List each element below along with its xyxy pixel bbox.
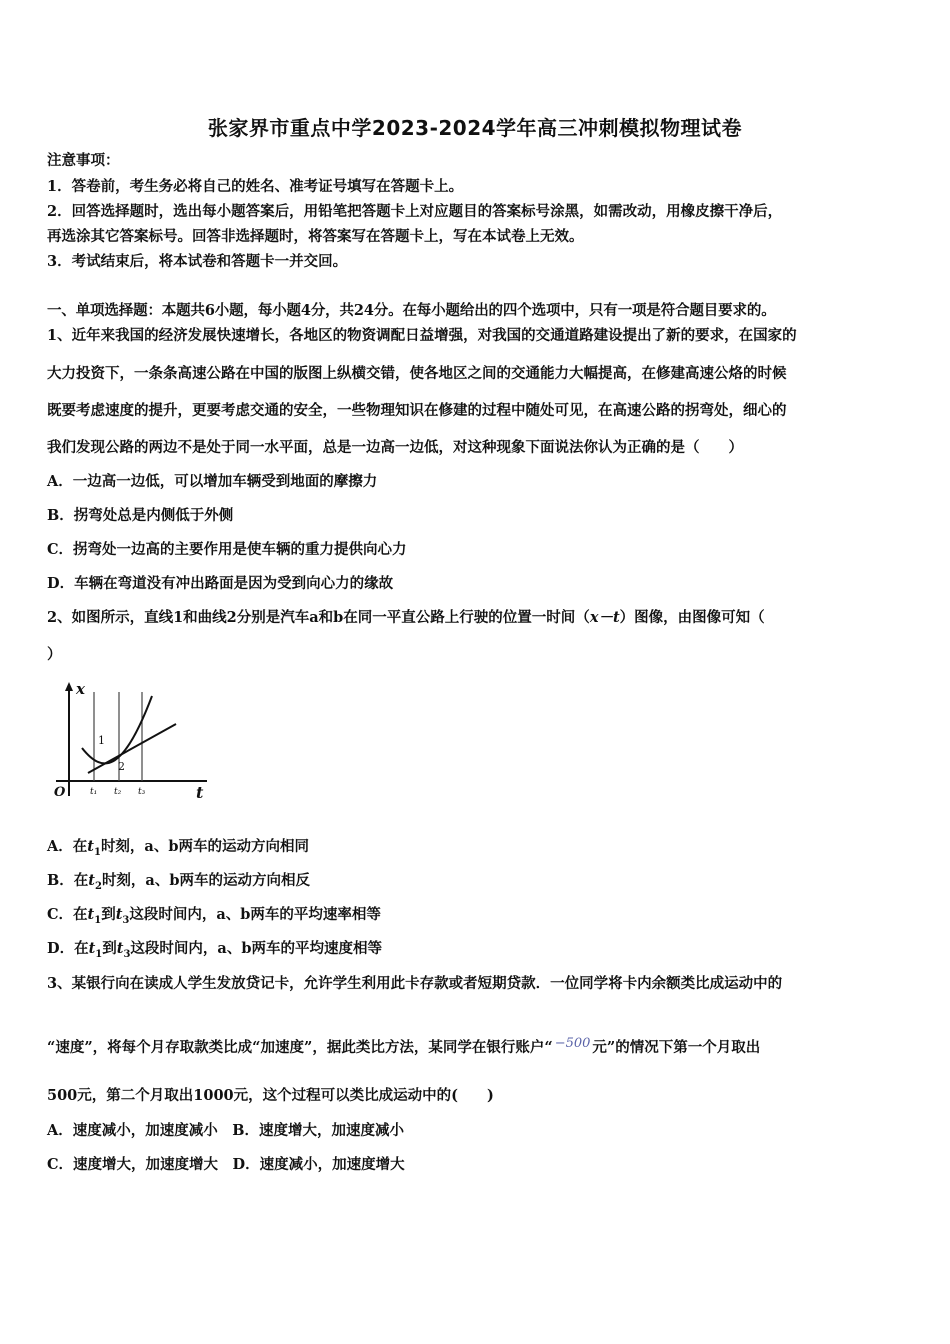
option-variable: t — [88, 872, 95, 889]
q3-stem-line — [47, 1036, 761, 1058]
tick-label-t2: t₂ — [114, 787, 122, 797]
q2-stem-text: 2、如图所示，直线1和曲线2分别是汽车a和b在同一平直公路上行驶的位置一时间（ — [47, 609, 590, 626]
notice-heading: 注意事项： — [47, 152, 120, 169]
x-axis-label: t — [196, 783, 204, 800]
q3-options-ab: A．速度减小，加速度减小 B．速度增大，加速度减小 — [47, 1122, 405, 1139]
option-subscript: 1 — [93, 846, 101, 858]
tick-label-t3: t₃ — [138, 787, 146, 797]
option-subscript: 1 — [95, 948, 103, 960]
q1-option-b: B．拐弯处总是内侧低于外侧 — [47, 507, 234, 524]
option-variable: t — [87, 838, 94, 855]
q1-stem-line: 大力投资下，一条条高速公路在中国的版图上纵横交错，使各地区之间的交通能力大幅提高，在修建高速公烙的时候 — [47, 365, 787, 382]
position-time-graph — [52, 678, 212, 800]
curve-2-label: 2 — [118, 760, 125, 773]
option-subscript: 3 — [122, 914, 130, 926]
q3-stem-text: 元”的情况下第一个月取出 — [592, 1039, 761, 1056]
q1-stem-line: 我们发现公路的两边不是处于同一水平面，总是一边高一边低，对这种现象下面说法你认为正确的是（ ） — [47, 439, 743, 456]
y-axis-arrow — [65, 682, 73, 691]
option-variable: t — [115, 906, 123, 923]
option-variable: t — [116, 940, 124, 957]
line-1 — [88, 724, 176, 773]
origin-label: O — [54, 785, 66, 800]
option-text: 到 — [101, 906, 116, 923]
q3-stem-text: “速度”，将每个月存取款类比成“加速度”，据此类比方法，某同学在银行账户“ — [47, 1039, 553, 1056]
q3-stem-line: 3、某银行向在读成人学生发放贷记卡，允许学生利用此卡存款或者短期贷款．一位同学将卡内余额类比成运动中的 — [47, 975, 783, 992]
option-text: 到 — [102, 940, 117, 957]
q2-stem-line — [47, 609, 765, 627]
notice-item: 3．考试结束后，将本试卷和答题卡一并交回。 — [47, 253, 348, 270]
q2-option-a — [47, 838, 309, 862]
option-text: D．在 — [47, 940, 89, 957]
notice-item: 1．答卷前，考生务必将自己的姓名、准考证号填写在答题卡上。 — [47, 178, 464, 195]
option-subscript: 2 — [94, 880, 102, 892]
q1-option-c: C．拐弯处一边高的主要作用是使车辆的重力提供向心力 — [47, 541, 407, 558]
option-text: 时刻，a、b两车的运动方向相同 — [100, 838, 309, 855]
option-variable: t — [88, 940, 96, 957]
option-text: A．在 — [47, 838, 88, 855]
option-text: 这段时间内，a、b两车的平均速度相等 — [130, 940, 382, 957]
q2-option-c — [47, 906, 381, 930]
notice-item: 2．回答选择题时，选出每小题答案后，用铅笔把答题卡上对应题目的答案标号涂黑，如需改动，用橡皮擦干净后， — [47, 203, 783, 220]
y-axis-label: x — [76, 680, 85, 698]
q3-amount-ink: −500 — [554, 1036, 591, 1051]
tick-label-t1: t₁ — [90, 787, 98, 797]
q1-option-a: A．一边高一边低，可以增加车辆受到地面的摩擦力 — [47, 473, 378, 490]
q1-stem-line: 既要考虑速度的提升，更要考虑交通的安全，一些物理知识在修建的过程中随处可见，在高速公路的拐弯处，细心的 — [47, 402, 787, 419]
q3-options-cd: C．速度增大，加速度增大 D．速度减小，加速度增大 — [47, 1156, 405, 1173]
q2-stem-text: ）图像，由图像可知（ — [619, 609, 765, 626]
exam-title: 张家界市重点中学2023-2024学年高三冲刺模拟物理试卷 — [207, 116, 743, 140]
section-heading: 一、单项选择题：本题共6小题，每小题4分，共24分。在每小题给出的四个选项中，只有一项是符合题目要求的。 — [47, 302, 776, 319]
notice-item: 再选涂其它答案标号。回答非选择题时，将答案写在答题卡上，写在本试卷上无效。 — [47, 228, 584, 245]
option-text: 这段时间内，a、b两车的平均速率相等 — [129, 906, 381, 923]
option-subscript: 3 — [123, 948, 131, 960]
option-text: B．在 — [47, 872, 89, 889]
q3-stem-line: 500元，第二个月取出1000元，这个过程可以类比成运动中的( ) — [47, 1087, 494, 1104]
line-1-label: 1 — [98, 734, 105, 747]
option-variable: t — [87, 906, 95, 923]
q2-stem-variable: x－t — [589, 609, 620, 626]
q2-option-b — [47, 872, 310, 896]
q1-stem-line: 1、近年来我国的经济发展快速增长，各地区的物资调配日益增强，对我国的交通道路建设提出了新的要求，在国家的 — [47, 327, 797, 344]
option-text: 时刻，a、b两车的运动方向相反 — [101, 872, 310, 889]
option-subscript: 1 — [94, 914, 102, 926]
q1-option-d: D．车辆在弯道没有冲出路面是因为受到向心力的缘故 — [47, 575, 394, 592]
q2-stem-line: ） — [47, 646, 62, 663]
q2-option-d — [47, 940, 382, 964]
option-text: C．在 — [47, 906, 88, 923]
